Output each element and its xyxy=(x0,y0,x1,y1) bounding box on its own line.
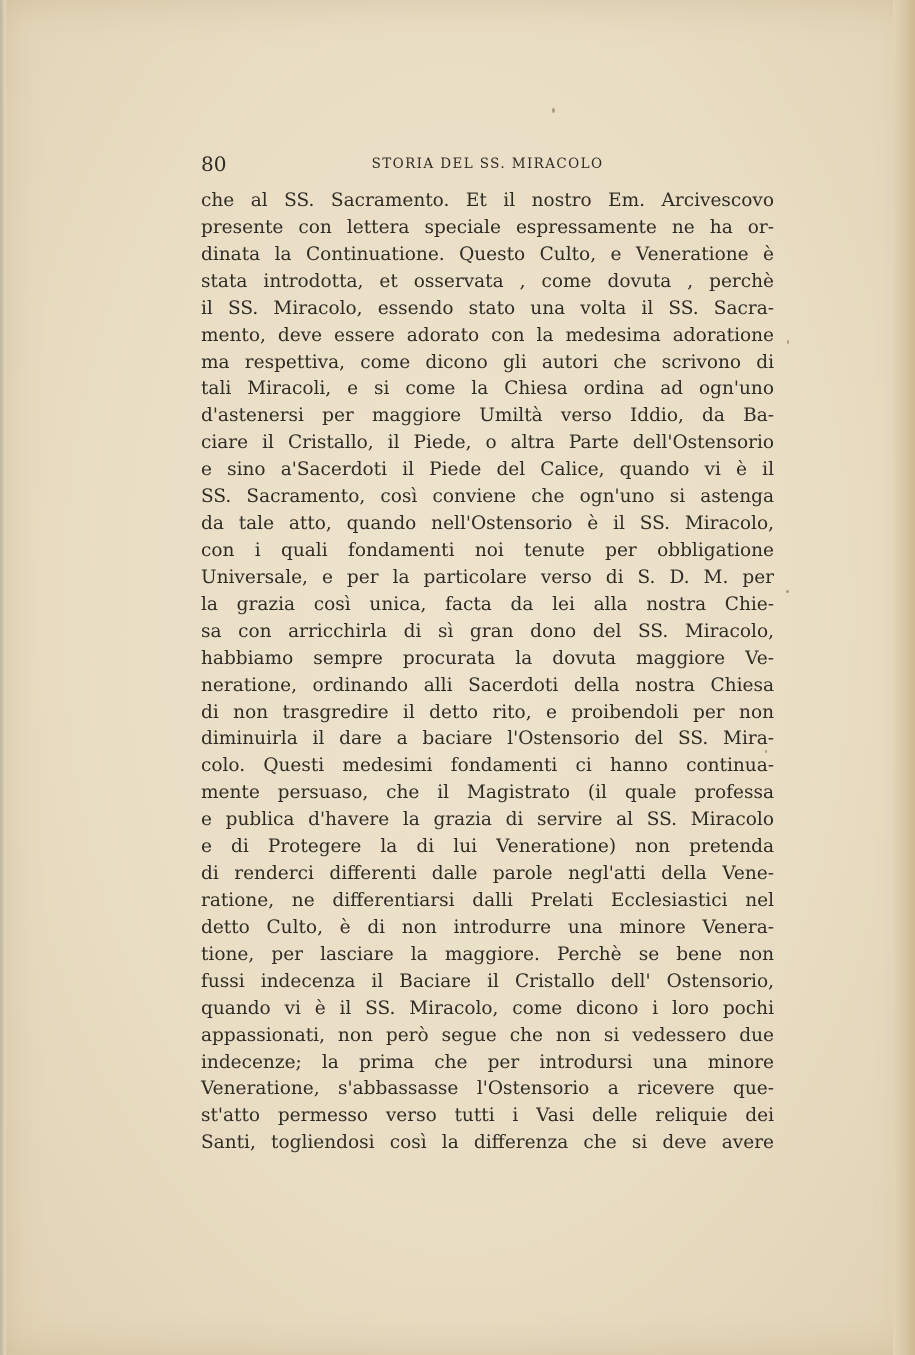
text-line: che al SS. Sacramento. Et il nostro Em. Arcivescovo xyxy=(201,190,774,211)
text-line: indecenze; la prima che per introdursi una minore xyxy=(201,1051,774,1073)
text-line: detto Culto, è di non introdurre una minore Venera- xyxy=(201,916,774,938)
text-line: di renderci differenti dalle parole negl'atti della Vene- xyxy=(201,863,774,885)
text-line: e sino a'Sacerdoti il Piede del Calice, quando vi è il xyxy=(201,459,774,481)
text-line: mente persuaso, che il Magistrato (il quale professa xyxy=(201,782,774,804)
text-line: d'astenersi per maggiore Umiltà verso Iddio, da Ba- xyxy=(201,405,774,427)
paper-speck xyxy=(787,340,789,344)
text-line: SS. Sacramento, così conviene che ogn'uno si astenga xyxy=(201,486,774,508)
text-line: ciare il Cristallo, il Piede, o altra Parte dell'Ostensorio xyxy=(201,432,774,454)
page-left-edge xyxy=(0,0,6,1355)
text-line: appassionati, non però segue che non si vedessero due xyxy=(201,1024,774,1046)
text-line: ratione, ne differentiarsi dalli Prelati Ecclesiastici nel xyxy=(201,889,774,911)
paper-speck xyxy=(786,590,789,593)
text-line: e di Protegere la di lui Veneratione) non pretenda xyxy=(201,836,774,858)
page-right-edge xyxy=(893,0,915,1355)
text-line: neratione, ordinando alli Sacerdoti della nostra Chiesa xyxy=(201,674,774,696)
text-line: habbiamo sempre procurata la dovuta maggiore Ve- xyxy=(201,647,774,669)
page-number: 80 xyxy=(201,152,227,176)
text-line: tali Miracoli, e si come la Chiesa ordina ad ogn'uno xyxy=(201,378,774,400)
body-text xyxy=(201,188,774,1157)
paper-speck xyxy=(552,108,555,113)
text-line: quando vi è il SS. Miracolo, come dicono i loro pochi xyxy=(201,997,774,1019)
text-line: dinata la Continuatione. Questo Culto, e Veneratione è xyxy=(201,243,774,265)
text-line: tione, per lasciare la maggiore. Perchè se bene non xyxy=(201,943,774,965)
text-line: sa con arricchirla di sì gran dono del SS. Miracolo, xyxy=(201,620,774,642)
text-line: presente con lettera speciale espressamente ne ha or- xyxy=(201,216,774,238)
text-line: di non trasgredire il detto rito, e proibendoli per non xyxy=(201,701,774,723)
running-title: STORIA DEL SS. MIRACOLO xyxy=(371,156,604,172)
text-line: fussi indecenza il Baciare il Cristallo dell' Ostensorio, xyxy=(201,970,774,992)
text-line: e publica d'havere la grazia di servire al SS. Miracolo xyxy=(201,809,774,831)
text-line: Veneratione, s'abbassasse l'Ostensorio a ricevere que- xyxy=(201,1078,774,1100)
text-line: diminuirla il dare a baciare l'Ostensorio del SS. Mira- xyxy=(201,728,774,750)
page-header xyxy=(201,152,774,176)
text-line: Santi, togliendosi così la differenza che si deve avere xyxy=(201,1132,774,1154)
text-line: la grazia così unica, facta da lei alla nostra Chie- xyxy=(201,593,774,615)
text-line: il SS. Miracolo, essendo stato una volta il SS. Sacra- xyxy=(201,297,774,319)
text-line: ma respettiva, come dicono gli autori che scrivono di xyxy=(201,351,774,373)
text-line: stata introdotta, et osservata , come dovuta , perchè xyxy=(201,270,774,292)
text-line: Universale, e per la particolare verso di S. D. M. per xyxy=(201,566,774,588)
text-line: st'atto permesso verso tutti i Vasi delle reliquie dei xyxy=(201,1105,774,1127)
text-line: mento, deve essere adorato con la medesima adoratione xyxy=(201,324,774,346)
text-line: colo. Questi medesimi fondamenti ci hanno continua- xyxy=(201,755,774,777)
text-line: con i quali fondamenti noi tenute per obbligatione xyxy=(201,539,774,561)
text-line: da tale atto, quando nell'Ostensorio è il SS. Miracolo, xyxy=(201,513,774,535)
